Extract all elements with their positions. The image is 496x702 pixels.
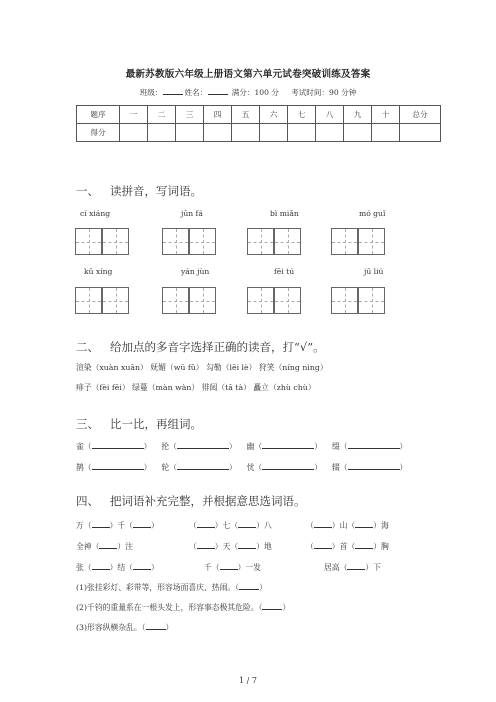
answer-blank[interactable]	[177, 461, 229, 470]
writing-box[interactable]	[358, 228, 385, 255]
compare-char: 轮	[161, 463, 170, 472]
answer-blank[interactable]	[348, 461, 400, 470]
class-label: 班级：	[139, 88, 163, 97]
score-header-cell: 总分	[400, 106, 441, 124]
score-header-cell: 六	[260, 106, 288, 124]
answer-blank[interactable]	[92, 561, 110, 570]
section-1-title: 读拼音，写词语。	[110, 184, 202, 198]
compare-row: 雀（ ） 抡（ ） 幽（ ） 缀（ ）	[76, 442, 408, 451]
writing-box[interactable]	[274, 228, 301, 255]
score-input-cell[interactable]	[316, 124, 344, 142]
answer-blank[interactable]	[355, 519, 373, 528]
pinyin-label: bì miǎn	[270, 209, 299, 218]
compare-char: 忧	[246, 463, 255, 472]
section-4-heading	[76, 493, 306, 509]
writing-box[interactable]	[162, 287, 189, 314]
score-input-cell[interactable]	[260, 124, 288, 142]
score-header-cell: 九	[344, 106, 372, 124]
pinyin-label: jū liú	[364, 267, 384, 276]
score-input-cell[interactable]	[288, 124, 316, 142]
score-input-cell[interactable]	[148, 124, 176, 142]
compare-char: 缀	[331, 442, 340, 451]
writing-box[interactable]	[331, 287, 358, 314]
answer-blank[interactable]	[262, 601, 282, 610]
writing-box[interactable]	[162, 228, 189, 255]
score-row-label: 得分	[77, 124, 120, 142]
compare-char: 鹊	[76, 463, 84, 472]
score-header-row	[77, 106, 441, 124]
idiom-item: 张（ ）结（ ）	[76, 563, 159, 572]
writing-box[interactable]	[189, 287, 216, 314]
answer-blank[interactable]	[133, 561, 151, 570]
score-header-cell: 题序	[77, 106, 120, 124]
pinyin-label: yán jùn	[181, 267, 210, 276]
answer-blank[interactable]	[177, 440, 229, 449]
answer-blank[interactable]	[347, 561, 365, 570]
answer-blank[interactable]	[220, 561, 238, 570]
time-label: 考试时间：90 分钟	[291, 88, 357, 97]
compare-char: 幽	[246, 442, 255, 451]
section-4-number: 四、	[76, 494, 99, 508]
meaning-question: (2)千钧的重量系在一根头发上，形容事态极其危险。（ ）	[76, 603, 291, 612]
writing-box[interactable]	[358, 287, 385, 314]
class-blank[interactable]	[163, 87, 183, 95]
score-header-cell: 八	[316, 106, 344, 124]
idiom-item: 万（ ）千（ ）	[76, 521, 159, 530]
idiom-item: （ ）山（ ）海	[306, 521, 389, 530]
idiom-item: （ ）天（ ）地	[189, 542, 272, 551]
writing-box[interactable]	[75, 228, 102, 255]
writing-box[interactable]	[102, 228, 129, 255]
answer-blank[interactable]	[133, 519, 151, 528]
score-table	[76, 105, 441, 142]
section-3-number: 三、	[76, 417, 99, 431]
section-3-heading	[76, 416, 202, 432]
polyphone-line: 渲染（xuàn xuān） 妩媚（wǔ fǔ） 勾勒（lēi lè） 狩笑（níng nìng）	[76, 363, 328, 372]
answer-blank[interactable]	[197, 540, 215, 549]
score-label: 满分：100 分	[231, 88, 279, 97]
pinyin-label: cí xiáng	[80, 209, 111, 218]
score-input-cell[interactable]	[232, 124, 260, 142]
pinyin-label: fēi tú	[274, 267, 295, 276]
idiom-item: （ ）首（ ）胸	[306, 542, 389, 551]
section-2-number: 二、	[76, 340, 99, 354]
polyphone-line: 痱子（fèi fēi） 绿蔓（màn wàn） 徘闼（tā tà） 矗立（zhù chù）	[76, 383, 316, 392]
answer-blank[interactable]	[92, 519, 110, 528]
pinyin-label: kǔ xíng	[84, 267, 113, 276]
compare-char: 雀	[76, 442, 84, 451]
score-header-cell: 五	[232, 106, 260, 124]
writing-box[interactable]	[247, 287, 274, 314]
answer-blank[interactable]	[314, 540, 332, 549]
section-4-title: 把词语补充完整，并根据意思选词语。	[110, 494, 306, 508]
meaning-question: (1)张挂彩灯、彩带等，形容场面喜庆、热闹。（ ）	[76, 583, 267, 592]
score-header-cell: 三	[176, 106, 204, 124]
writing-box[interactable]	[75, 287, 102, 314]
meaning-question: (3)形容纵横杂乱。（ ）	[76, 623, 174, 632]
section-3-title: 比一比，再组词。	[110, 417, 202, 431]
score-header-cell: 一	[120, 106, 148, 124]
idiom-item: 居高（ ）下	[324, 563, 381, 572]
writing-box[interactable]	[189, 228, 216, 255]
pinyin-label: mó guǐ	[359, 209, 386, 218]
score-input-cell[interactable]	[176, 124, 204, 142]
answer-blank[interactable]	[197, 519, 215, 528]
score-header-cell: 七	[288, 106, 316, 124]
idiom-item: 千（ ）一发	[204, 563, 261, 572]
answer-blank[interactable]	[146, 621, 166, 630]
pinyin-label: jūn fá	[181, 209, 203, 218]
answer-blank[interactable]	[99, 540, 117, 549]
compare-char: 辍	[331, 463, 340, 472]
name-label: 姓名：	[184, 88, 208, 97]
writing-box[interactable]	[331, 228, 358, 255]
writing-box[interactable]	[102, 287, 129, 314]
answer-blank[interactable]	[238, 540, 256, 549]
writing-box[interactable]	[274, 287, 301, 314]
score-header-cell: 四	[204, 106, 232, 124]
section-2-title: 给加点的多音字选择正确的读音，打“√”。	[110, 340, 325, 354]
score-header-cell: 二	[148, 106, 176, 124]
idiom-item: 全神（ ）注	[76, 542, 133, 551]
score-header-cell: 十	[372, 106, 400, 124]
score-input-cell[interactable]	[120, 124, 148, 142]
idiom-item: （ ）七（ ）八	[189, 521, 272, 530]
document-title: 最新苏教版六年级上册语文第六单元试卷突破训练及答案	[125, 69, 371, 80]
section-1-heading	[76, 183, 202, 199]
answer-blank[interactable]	[92, 440, 144, 449]
exam-meta	[0, 87, 496, 98]
answer-blank[interactable]	[239, 581, 259, 590]
section-1-number: 一、	[76, 184, 99, 198]
answer-blank[interactable]	[355, 540, 373, 549]
section-2-heading	[76, 339, 325, 355]
answer-blank[interactable]	[262, 440, 314, 449]
answer-blank[interactable]	[262, 461, 314, 470]
answer-blank[interactable]	[238, 519, 256, 528]
score-input-cell[interactable]	[372, 124, 400, 142]
score-value-row	[77, 124, 441, 142]
name-blank[interactable]	[208, 87, 228, 95]
score-input-cell[interactable]	[344, 124, 372, 142]
writing-box[interactable]	[247, 228, 274, 255]
compare-row: 鹊（ ） 轮（ ） 忧（ ） 辍（ ）	[76, 463, 408, 472]
answer-blank[interactable]	[314, 519, 332, 528]
score-input-cell[interactable]	[204, 124, 232, 142]
answer-blank[interactable]	[348, 440, 400, 449]
compare-char: 抡	[161, 442, 170, 451]
score-input-cell[interactable]	[400, 124, 441, 142]
page-number: 1 / 7	[239, 676, 257, 685]
answer-blank[interactable]	[92, 461, 144, 470]
